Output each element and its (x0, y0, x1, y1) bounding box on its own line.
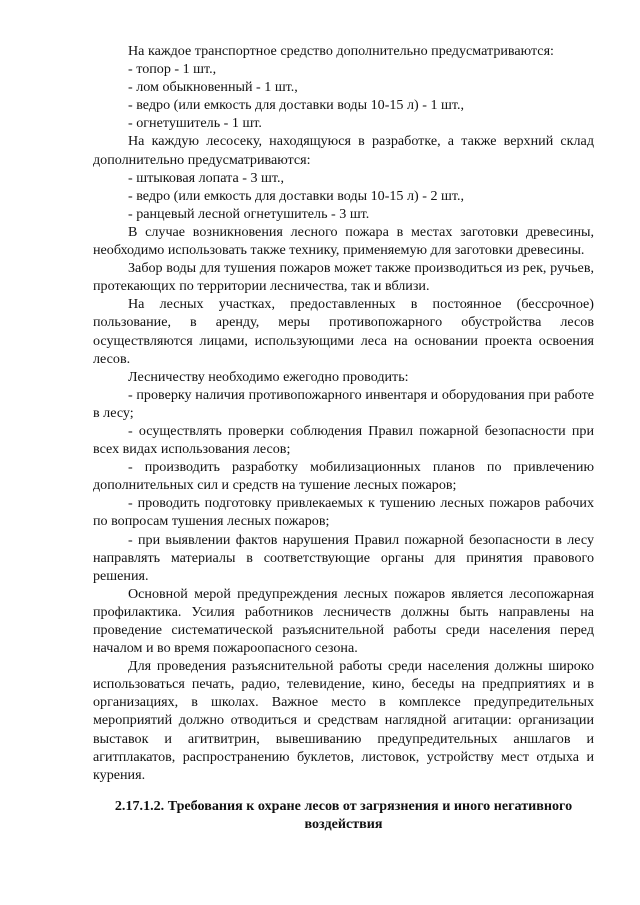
paragraph-outreach: Для проведения разъяснительной работы среди населения должны широко использоваться печать, радио, телевидение, кино, беседы на предприятиях и в организациях, в школах. Важное место в комплексе предупредительных мероприятий должно отводиться и средствам наглядной агитации: организации выставок и агитвитрин, вывешиванию предупредительных аншлагов и агитплакатов, распространению буклетов, листовок, устройству мест отдыха и курения. (93, 658, 594, 783)
plot-intro: На каждую лесосеку, находящуюся в разработке, а также верхний склад дополнительно предусматриваются: (93, 133, 594, 168)
paragraph-annual-intro: Лесничеству необходимо ежегодно проводить: (128, 368, 409, 385)
document-body (93, 42, 594, 784)
paragraph-fire-equipment: В случае возникновения лесного пожара в местах заготовки древесины, необходимо использовать также технику, применяемую для заготовки древесины. (93, 223, 594, 259)
annual-task-item: - при выявлении фактов нарушения Правил пожарной безопасности в лесу направлять материалы в соответствующие органы для принятия правового решения. (93, 531, 594, 584)
plot-item: - штыковая лопата - 3 шт., (128, 169, 285, 186)
annual-task-item: - производить разработку мобилизационных планов по привлечению дополнительных сил и средств на тушение лесных пожаров; (93, 459, 594, 494)
transport-item: - лом обыкновенный - 1 шт., (128, 79, 298, 96)
transport-item: - огнетушитель - 1 шт. (128, 115, 262, 132)
transport-intro: На каждое транспортное средство дополнительно предусматриваются: (128, 43, 554, 59)
paragraph-water-intake: Забор воды для тушения пожаров может также производиться из рек, ручьев, протекающих по территории лесничества, так и вблизи. (93, 260, 594, 295)
annual-task-item: - проводить подготовку привлекаемых к тушению лесных пожаров рабочих по вопросам тушения лесных пожаров; (93, 495, 594, 530)
paragraph-lease-measures: На лесных участках, предоставленных в постоянное (бессрочное) пользование, в аренду, меры противопожарного обустройства лесов осуществляются лицами, использующими леса на основании проекта освоения лесов. (93, 296, 594, 367)
plot-item: - ведро (или емкость для доставки воды 10-15 л) - 2 шт., (128, 187, 465, 204)
section-heading: 2.17.1.2. Требования к охране лесов от загрязнения и иного негативного воздействия (114, 798, 573, 832)
transport-item: - топор - 1 шт., (128, 61, 217, 78)
annual-task-item: - проверку наличия противопожарного инвентаря и оборудования при работе в лесу; (93, 386, 594, 421)
annual-task-item: - осуществлять проверки соблюдения Правил пожарной безопасности при всех видах использования лесов; (93, 422, 594, 458)
transport-item: - ведро (или емкость для доставки воды 10-15 л) - 1 шт., (128, 97, 465, 114)
plot-item: - ранцевый лесной огнетушитель - 3 шт. (128, 205, 370, 222)
paragraph-prevention: Основной мерой предупреждения лесных пожаров является лесопожарная профилактика. Усилия работников лесничеств должны быть направлены на проведение систематической разъяснительной работы среди населения перед началом и во время пожароопасного сезона. (93, 585, 594, 657)
